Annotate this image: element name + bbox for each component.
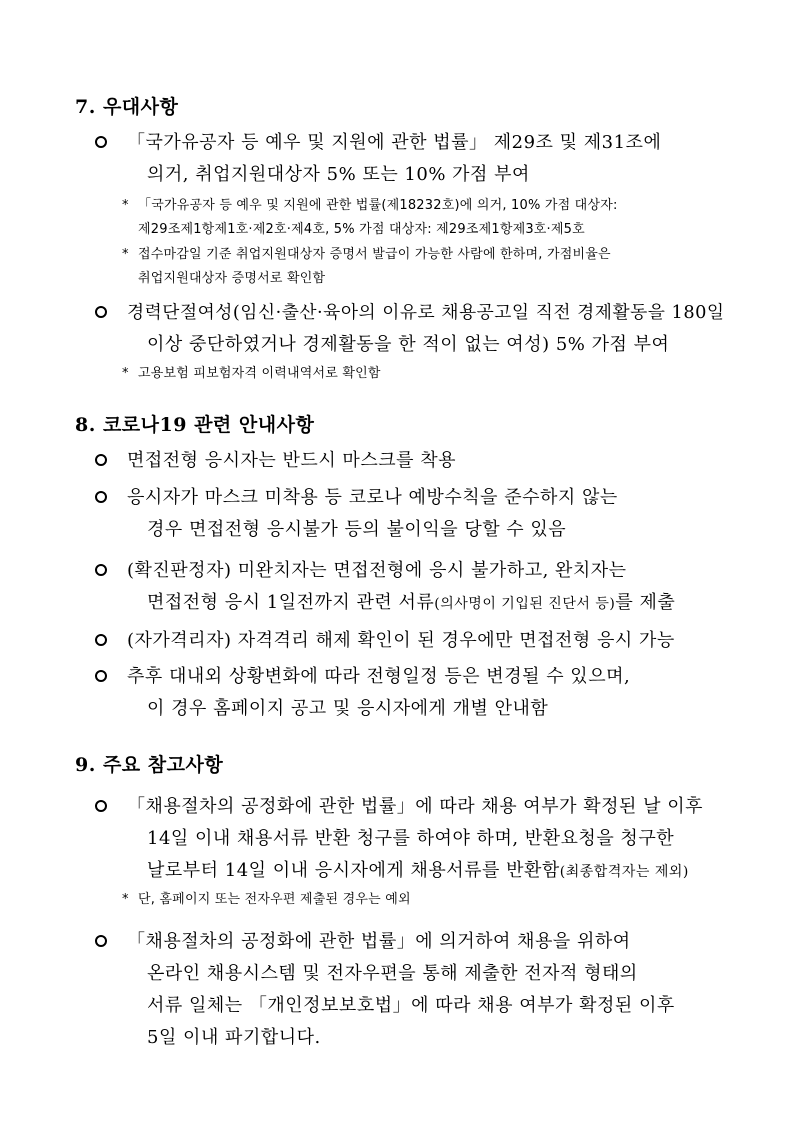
asterisk-mark: *	[122, 247, 129, 262]
item-line	[127, 855, 730, 888]
section-7-note-3	[122, 362, 722, 386]
section-9-note-1	[122, 888, 722, 912]
note-line: 고용보험 피보험자격 이력내역서로 확인함	[138, 366, 381, 381]
item-line	[127, 587, 730, 620]
item-line: 경우 면접전형 응시불가 등의 불이익을 당할 수 있음	[147, 519, 567, 540]
note-line: 「국가유공자 등 예우 및 지원에 관한 법률(제18232호)에 의거, 10% 가점 대상자:	[138, 198, 618, 213]
section-8-title: 8. 코로나19 관련 안내사항	[75, 414, 315, 436]
section-8-item-4	[90, 625, 730, 657]
section-9-title: 9. 주요 참고사항	[75, 754, 224, 776]
item-line: 14일 이내 채용서류 반환 청구를 하여야 하며, 반환요청을 청구한	[147, 828, 675, 849]
item-line-part: (의사명이 기입된 진단서 등)	[434, 596, 616, 612]
circle-bullet-icon	[95, 491, 107, 503]
circle-bullet-icon	[95, 634, 107, 646]
note-line: 접수마감일 기준 취업지원대상자 증명서 발급이 가능한 사람에 한하며, 가점비율은	[138, 247, 611, 262]
item-line: 추후 대내외 상황변화에 따라 전형일정 등은 변경될 수 있으며,	[127, 666, 631, 687]
asterisk-mark: *	[122, 198, 129, 213]
item-line-part: 면접전형 응시 1일전까지 관련 서류	[147, 592, 435, 613]
note-line: 취업지원대상자 증명서로 확인함	[138, 271, 326, 286]
section-7-note-1	[122, 194, 722, 242]
circle-bullet-icon	[95, 800, 107, 812]
note-line: 단, 홈페이지 또는 전자우편 제출된 경우는 예외	[138, 892, 411, 907]
item-line: 이상 중단하였거나 경제활동을 한 적이 없는 여성) 5% 가점 부여	[147, 334, 670, 355]
item-line: 「채용절차의 공정화에 관한 법률」에 따라 채용 여부가 확정된 날 이후	[127, 796, 703, 817]
item-line: 이 경우 홈페이지 공고 및 응시자에게 개별 안내함	[147, 698, 549, 719]
circle-bullet-icon	[95, 935, 107, 947]
item-line: 5일 이내 파기합니다.	[147, 1027, 321, 1048]
asterisk-mark: *	[122, 892, 129, 907]
section-9-item-2	[90, 926, 730, 1054]
item-line: (확진판정자) 미완치자는 면접전형에 응시 불가하고, 완치자는	[127, 560, 627, 581]
item-line: 면접전형 응시자는 반드시 마스크를 착용	[127, 450, 456, 471]
circle-bullet-icon	[95, 564, 107, 576]
section-7-item-1	[90, 127, 730, 191]
note-line: 제29조제1항제1호·제2호·제4호, 5% 가점 대상자: 제29조제1항제3호·제5호	[138, 222, 585, 237]
asterisk-mark: *	[122, 366, 129, 381]
item-line: 「채용절차의 공정화에 관한 법률」에 의거하여 채용을 위하여	[127, 931, 631, 952]
section-7-title: 7. 우대사항	[75, 96, 179, 118]
item-line-part: 를 제출	[615, 592, 676, 613]
section-7-item-2	[90, 297, 730, 361]
circle-bullet-icon	[95, 454, 107, 466]
section-9-item-1	[90, 791, 730, 888]
item-line-part: (최종합격자는 제외)	[559, 864, 689, 880]
item-line: (자가격리자) 자격격리 해제 확인이 된 경우에만 면접전형 응시 가능	[127, 630, 675, 651]
section-8-item-1	[90, 445, 730, 477]
circle-bullet-icon	[95, 136, 107, 148]
section-8-item-5	[90, 661, 730, 725]
section-8-item-3	[90, 555, 730, 620]
section-7-note-2	[122, 243, 722, 291]
circle-bullet-icon	[95, 306, 107, 318]
section-8-item-2	[90, 482, 730, 546]
item-line: 서류 일체는 「개인정보보호법」에 따라 채용 여부가 확정된 이후	[147, 995, 675, 1016]
item-line: 온라인 채용시스템 및 전자우편을 통해 제출한 전자적 형태의	[147, 963, 638, 984]
item-line: 응시자가 마스크 미착용 등 코로나 예방수칙을 준수하지 않는	[127, 487, 618, 508]
item-line: 경력단절여성(임신·출산·육아의 이유로 채용공고일 직전 경제활동을 180일	[127, 303, 725, 323]
item-line-part: 날로부터 14일 이내 응시자에게 채용서류를 반환함	[147, 860, 560, 881]
circle-bullet-icon	[95, 670, 107, 682]
item-line: 의거, 취업지원대상자 5% 또는 10% 가점 부여	[147, 164, 530, 185]
item-line: 「국가유공자 등 예우 및 지원에 관한 법률」 제29조 및 제31조에	[127, 132, 662, 153]
